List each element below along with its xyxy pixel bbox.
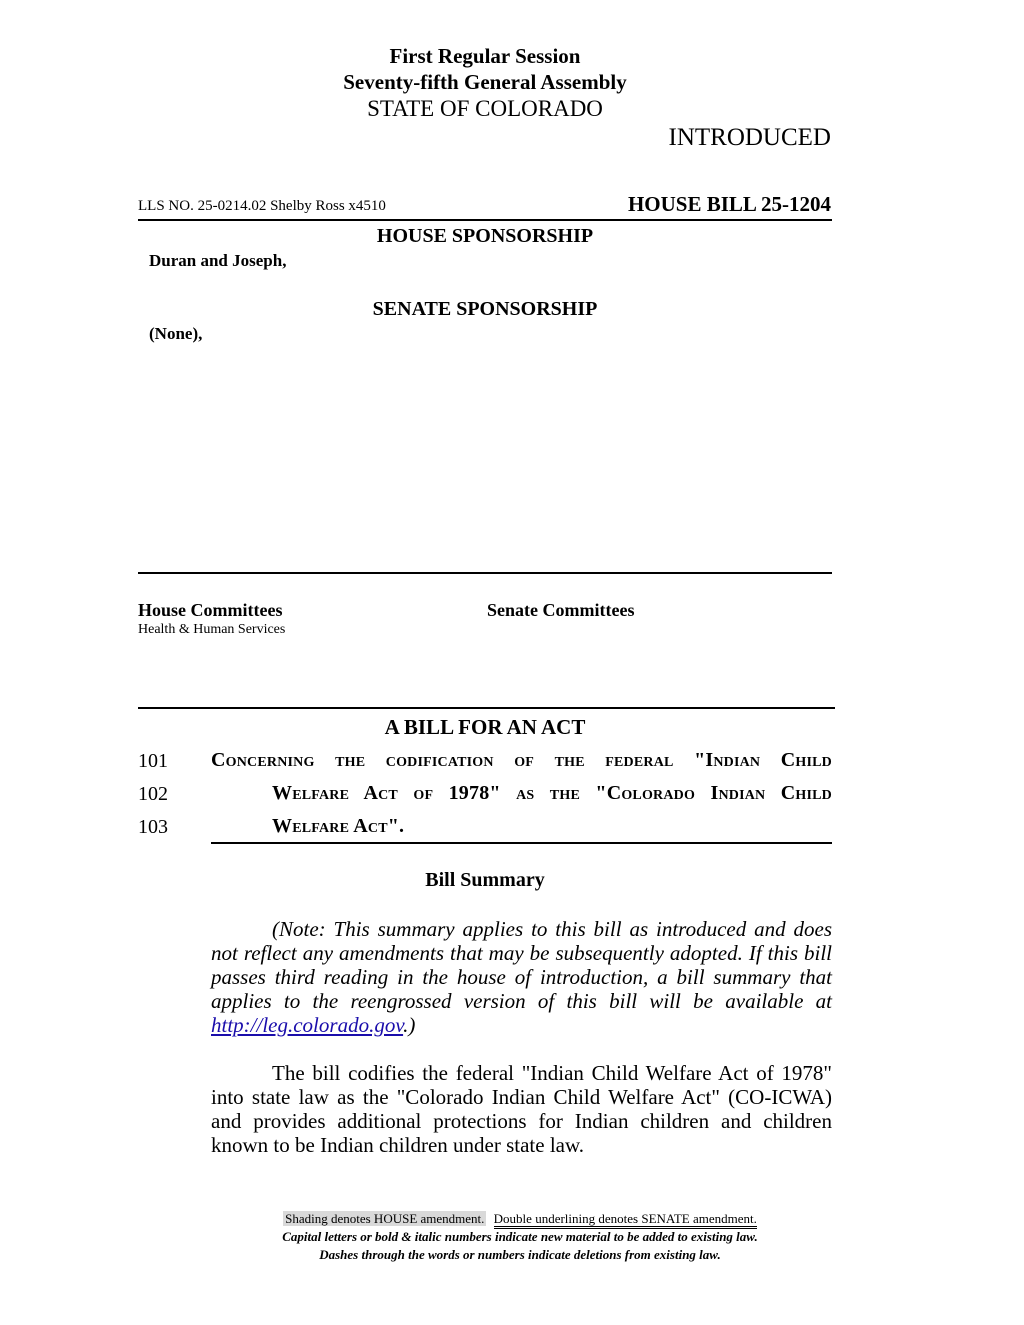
bill-number: HOUSE BILL 25-1204	[627, 192, 831, 216]
senate-amendment-note: Double underlining denotes SENATE amendment.	[494, 1211, 757, 1229]
bill-act-heading: A BILL FOR AN ACT	[384, 715, 586, 739]
footer-line-1	[0, 1211, 1024, 1227]
act-title-line-2: Welfare Act of 1978" as the "Colorado Indian Child	[272, 782, 832, 804]
footer-line-3: Dashes through the words or numbers indicate deletions from existing law.	[319, 1247, 721, 1262]
summary-note-end: .)	[403, 1013, 416, 1037]
house-amendment-note: Shading denotes HOUSE amendment.	[285, 1211, 485, 1226]
act-title-underline	[211, 842, 832, 844]
line-number-103: 103	[138, 816, 168, 838]
senate-sponsorship-heading: SENATE SPONSORSHIP	[372, 298, 598, 320]
act-title-line-1: Concerning the codification of the federal "Indian Child	[211, 749, 832, 771]
committees-top-rule	[138, 572, 832, 574]
status-label: INTRODUCED	[668, 124, 831, 151]
leg-website-link[interactable]: http://leg.colorado.gov	[211, 1013, 404, 1037]
line-number-101: 101	[138, 750, 168, 772]
senate-sponsors: (None),	[149, 324, 203, 343]
act-title-line-3: Welfare Act".	[272, 815, 405, 837]
summary-note-text: (Note: This summary applies to this bill as introduced and does not reflect any amendments that may be subsequently adopted. If this bill passes third reading in the house of introduction, a bill summary that applies to the reengrossed version of this bill will be available at	[211, 917, 832, 1013]
summary-note	[211, 917, 832, 1037]
assembly-title: Seventy-fifth General Assembly	[343, 70, 627, 94]
act-top-rule	[138, 707, 835, 709]
line-number-102: 102	[138, 783, 168, 805]
house-sponsorship-heading: HOUSE SPONSORSHIP	[376, 225, 594, 247]
bill-summary-heading: Bill Summary	[425, 869, 545, 891]
senate-committees-heading: Senate Committees	[487, 600, 635, 620]
house-committees-heading: House Committees	[138, 600, 283, 620]
house-committees-list: Health & Human Services	[138, 622, 286, 637]
state-title: STATE OF COLORADO	[367, 96, 603, 121]
header-rule	[138, 219, 832, 221]
session-title: First Regular Session	[389, 44, 581, 68]
footer-line-2: Capital letters or bold & italic numbers indicate new material to be added to existing law.	[282, 1229, 758, 1244]
summary-body: The bill codifies the federal "Indian Child Welfare Act of 1978" into state law as the "Colorado Indian Child Welfare Act" (CO-ICWA) and provides additional protections for Indian children and children known to be Indian children under state law.	[211, 1061, 832, 1157]
house-sponsors: Duran and Joseph,	[149, 251, 287, 270]
lls-number: LLS NO. 25-0214.02 Shelby Ross x4510	[138, 198, 386, 214]
